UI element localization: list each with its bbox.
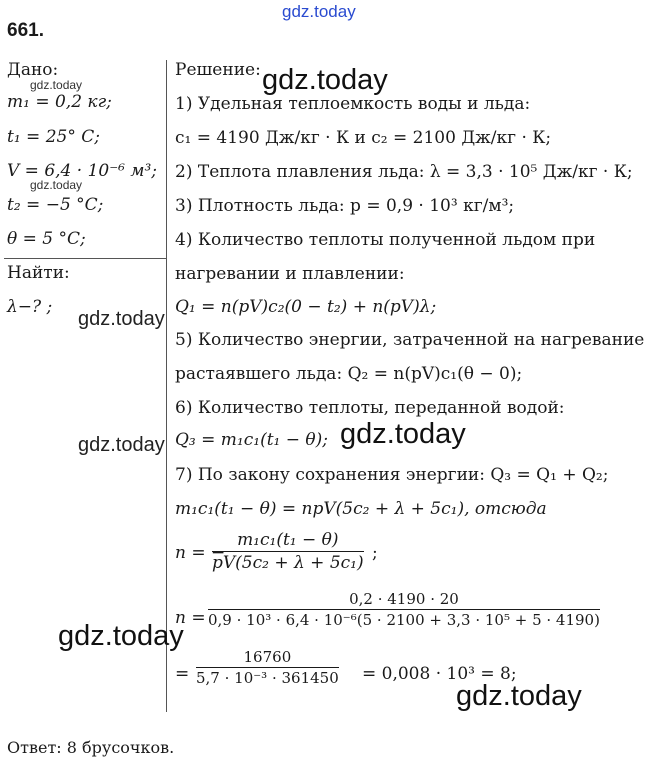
solution-line-10: 6) Количество теплоты, переданной водой: [175,398,565,418]
solution-line-2: c₁ = 4190 Дж/кг · К и c₂ = 2100 Дж/кг · К; [175,128,552,148]
solution-line-12: 7) По закону сохранения энергии: Q₃ = Q₁ + Q₂; [175,465,609,485]
solution-line-13: m₁c₁(t₁ − θ) = npV(5c₂ + λ + 5c₁), отсюда [175,499,547,519]
fraction2 [208,590,600,629]
fraction2-lhs: n = [175,608,206,628]
watermark-small-1: gdz.today [30,78,83,92]
watermark-small-2: gdz.today [30,178,83,192]
column-divider-horizontal [4,258,167,259]
watermark-medium-1: gdz.today [78,308,165,330]
site-watermark-top: gdz.today [282,2,356,21]
solution-line-4: 3) Плотность льда: p = 0,9 · 10³ кг/м³; [175,196,515,216]
fraction3-denominator: 5,7 · 10⁻³ · 361450 [196,669,339,687]
fraction1-end: ; [372,543,378,563]
watermark-large-2: gdz.today [340,418,466,450]
given-t1: t₁ = 25° C; [7,127,100,147]
watermark-large-4: gdz.today [456,680,582,712]
fraction3 [196,648,339,687]
solution-line-9: растаявшего льда: Q₂ = n(pV)c₁(θ − 0); [175,364,523,384]
solution-line-6: нагревании и плавлении: [175,264,405,284]
given-title: Дано: [7,60,59,80]
solution-line-1: 1) Удельная теплоемкость воды и льда: [175,94,531,114]
fraction2-denominator: 0,9 · 10³ · 6,4 · 10⁻⁶(5 · 2100 + 3,3 · 10⁵ + 5 · 4190) [208,611,600,629]
find-value: λ−? ; [7,297,53,317]
fraction1-lhs: n = − [175,543,226,563]
watermark-large-1: gdz.today [262,64,388,96]
solution-title: Решение: [175,60,261,80]
solution-line-11: Q₃ = m₁c₁(t₁ − θ); [175,430,328,450]
answer: Ответ: 8 брусочков. [7,738,175,757]
problem-number: 661. [7,20,44,41]
fraction3-numerator: 16760 [196,648,339,668]
solution-line-8: 5) Количество энергии, затраченной на нагревание [175,330,645,350]
given-volume: V = 6,4 · 10⁻⁶ м³; [7,161,158,181]
given-m1: m₁ = 0,2 кг; [7,92,112,112]
watermark-large-3: gdz.today [58,620,184,652]
watermark-medium-2: gdz.today [78,434,165,456]
fraction1-denominator: pV(5c₂ + λ + 5c₁) [212,553,364,573]
fraction1 [212,530,364,573]
fraction2-numerator: 0,2 · 4190 · 20 [208,590,600,610]
fraction3-lhs: = [175,664,190,684]
solution-line-7: Q₁ = n(pV)c₂(0 − t₂) + n(pV)λ; [175,297,437,317]
solution-line-3: 2) Теплота плавления льда: λ = 3,3 · 10⁵ Дж/кг · К; [175,162,633,182]
column-divider-vertical [166,60,167,712]
find-title: Найти: [7,263,70,283]
given-t2: t₂ = −5 °C; [7,195,104,215]
given-theta: θ = 5 °C; [7,229,86,249]
fraction3-rhs: = 0,008 · 10³ = 8; [362,664,517,684]
solution-line-5: 4) Количество теплоты полученной льдом при [175,230,596,250]
fraction1-numerator: m₁c₁(t₁ − θ) [212,530,364,552]
